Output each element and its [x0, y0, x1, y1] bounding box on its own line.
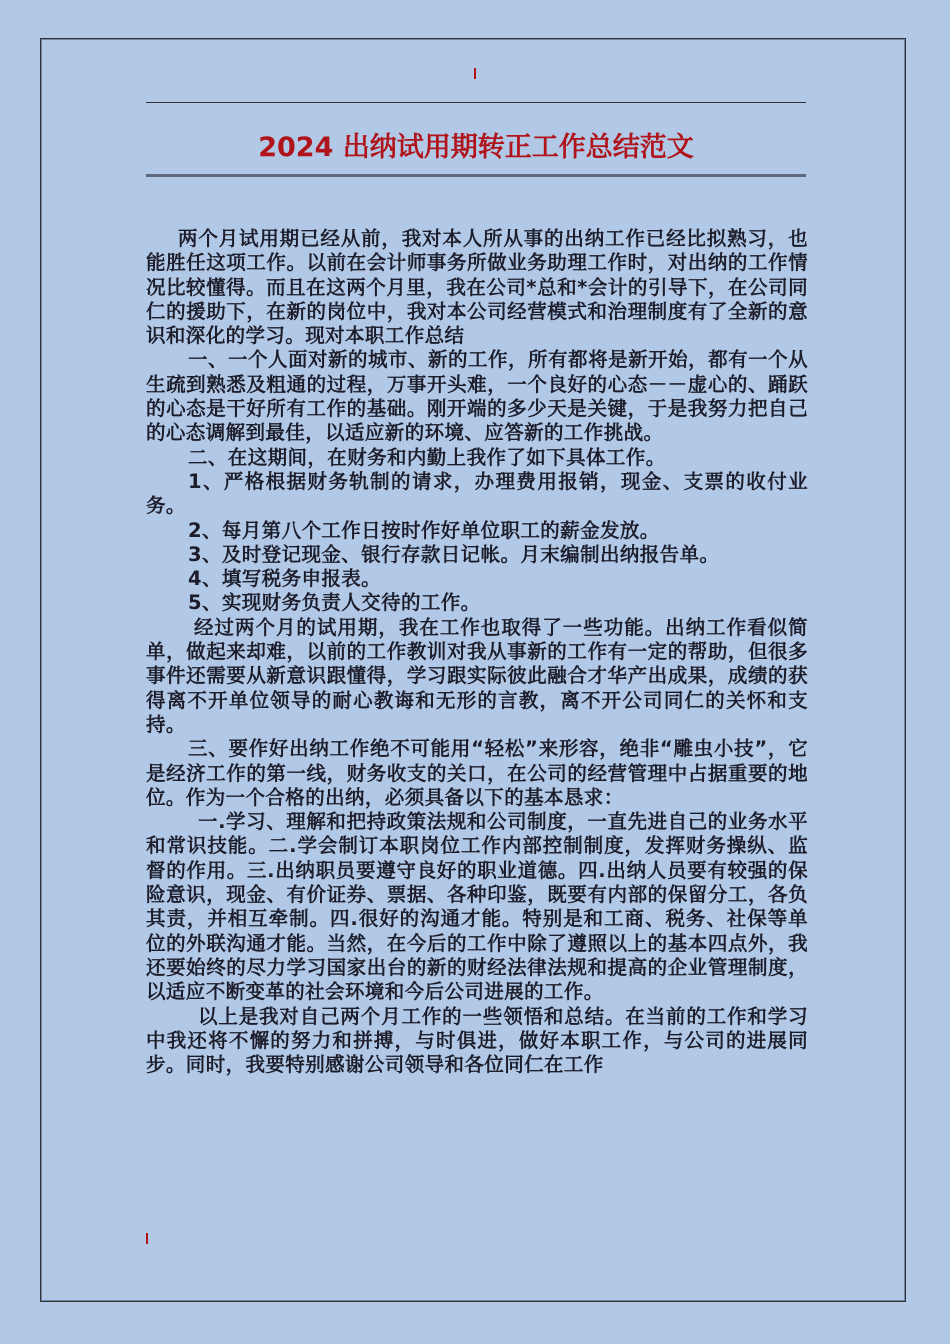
paragraph-requirements: 一.学习、理解和把持政策法规和公司制度，一直先进自己的业务水平和常识技能。二.学会制订本职岗位工作内部控制制度，发挥财务操纵、监督的作用。三.出纳职员要遵守良好的职业道德。四.出纳人员要有较强的保险意识，现金、有价证券、票据、各种印鉴，既要有内部的保留分工，各负其责，并相互牵制。四.很好的沟通才能。特别是和工商、税务、社保等单位的外联沟通才能。当然，在今后的工作中除了遵照以上的基本四点外，我还要始终的尽力学习国家出台的新的财经法律法规和提高的企业管理制度，以适应不断变革的社会环境和今后公司进展的工作。	[146, 810, 808, 1004]
paragraph-section-two: 二、在这期间，在财务和内勤上我作了如下具体工作。	[188, 445, 666, 469]
paragraph-section-three: 三、要作好出纳工作绝不可能用“轻松”来形容，绝非“雕虫小技”，它是经济工作的第一线，财务收支的关口，在公司的经营管理中占据重要的地位。作为一个合格的出纳，必须具备以下的基本恳求：	[146, 737, 808, 809]
paragraph-conclusion: 以上是我对自己两个月工作的一些领悟和总结。在当前的工作和学习中我还将不懈的努力和拼搏，与时俱进，做好本职工作，与公司的进展同步。同时，我要特别感谢公司领导和各位同仁在工作	[146, 1004, 808, 1077]
footer-mark	[146, 1233, 148, 1244]
list-item-2: 2、每月第八个工作日按时作好单位职工的薪金发放。	[188, 518, 660, 542]
paragraph-results: 经过两个月的试用期，我在工作也取得了一些功能。出纳工作看似简单，做起来却难，以前的工作教训对我从事新的工作有一定的帮助，但很多事件还需要从新意识跟懂得，学习跟实际彼此融合才华产出成果，成绩的获得离不开单位领导的耐心教诲和无形的言教，离不开公司同仁的关怀和支持。	[146, 615, 808, 736]
document-title: 2024 出纳试用期转正工作总结范文	[258, 132, 694, 163]
paragraph-section-one: 一、一个人面对新的城市、新的工作，所有都将是新开始，都有一个从生疏到熟悉及粗通的过程，万事开头难，一个良好的心态－－虚心的、踊跃的心态是干好所有工作的基础。刚开端的多少天是关键，于是我努力把自己的心态调解到最佳，以适应新的环境、应答新的工作挑战。	[146, 348, 808, 445]
document-body	[146, 227, 808, 1077]
header-rule	[146, 102, 806, 103]
title-underline	[146, 174, 806, 177]
list-item-4: 4、填写税务申报表。	[188, 567, 382, 591]
list-item-1: 1、严格根据财务轨制的请求，办理费用报销，现金、支票的收付业务。	[146, 469, 808, 518]
list-item-5: 5、实现财务负责人交待的工作。	[188, 591, 481, 615]
header-mark	[474, 68, 476, 79]
paragraph-intro: 两个月试用期已经从前，我对本人所从事的出纳工作已经比拟熟习，也能胜任这项工作。以前在会计师事务所做业务助理工作时，对出纳的工作情况比较懂得。而且在这两个月里，我在公司*总和*会计的引导下，在公司同仁的援助下，在新的岗位中，我对本公司经营模式和治理制度有了全新的意识和深化的学习。现对本职工作总结	[146, 227, 808, 348]
list-item-3: 3、及时登记现金、银行存款日记帐。月末编制出纳报告单。	[188, 542, 720, 566]
